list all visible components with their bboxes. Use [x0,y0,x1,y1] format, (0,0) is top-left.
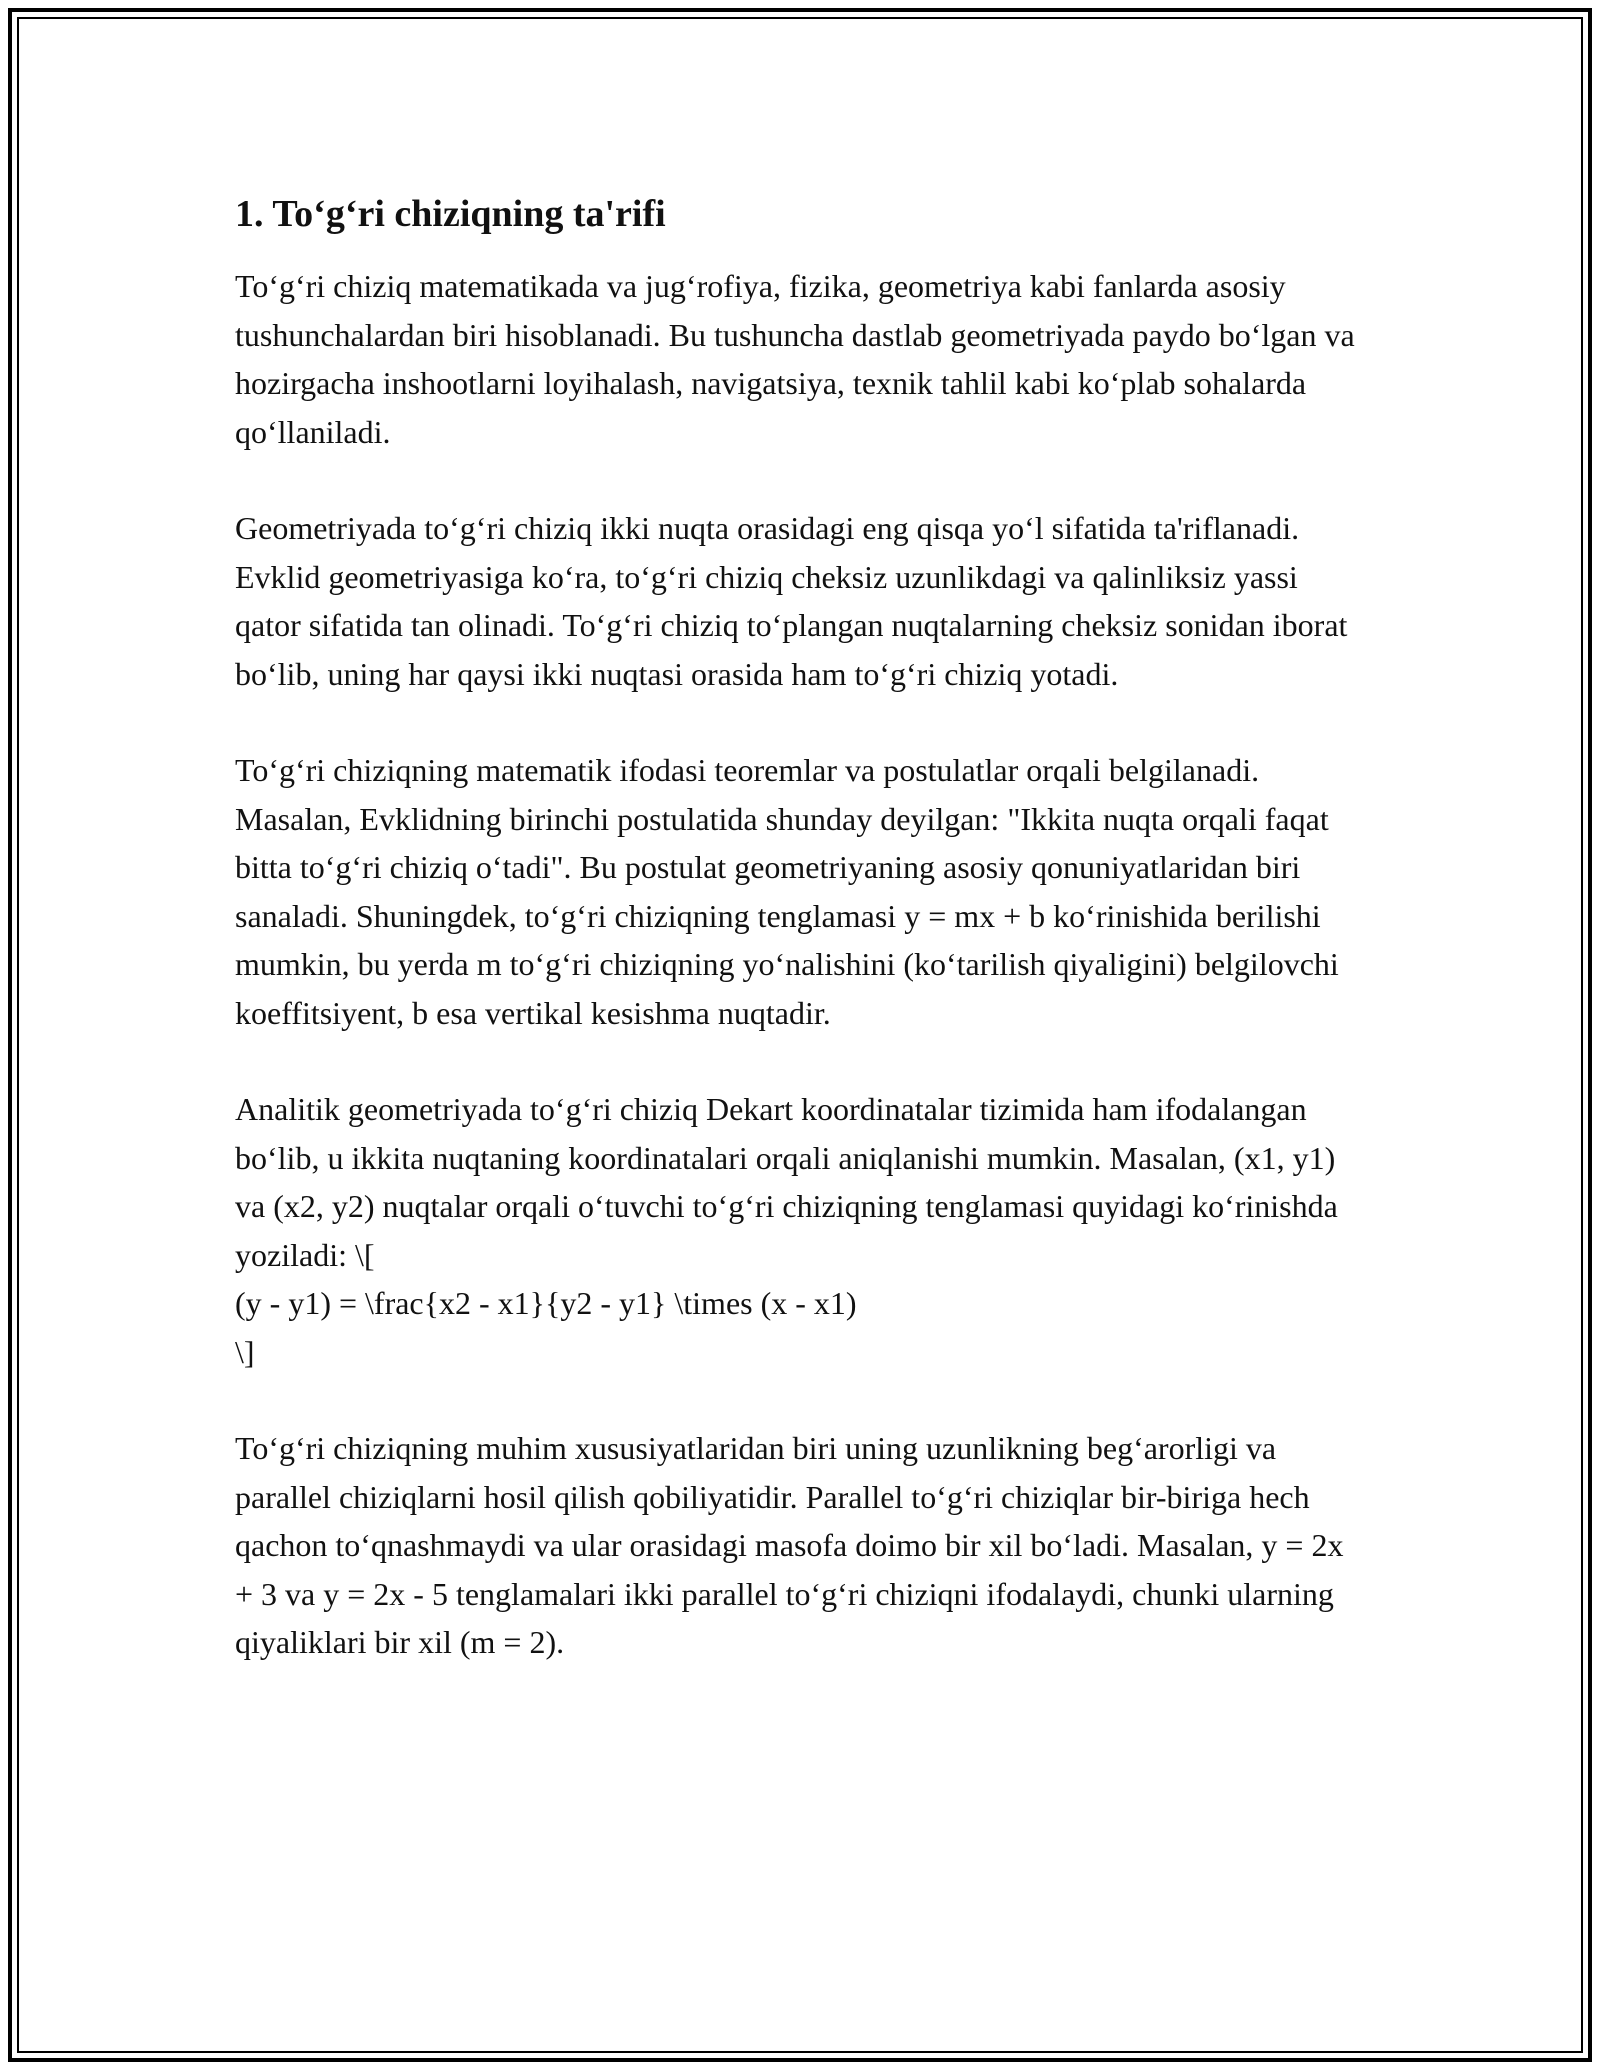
section-heading: 1. To‘g‘ri chiziqning ta'rifi [235,193,666,235]
paragraph-postulate: To‘g‘ri chiziqning matematik ifodasi teoremlar va postulatlar orqali belgilanadi. Masalan, Evklidning birinchi postulatida shunday deyilgan: "Ikkita nuqta orqali faqat bitta to‘g‘ri chiziq o‘tadi". Bu postulat geometriyaning asosiy qonuniyatlaridan biri sanaladi. Shuningdek, to‘g‘ri chiziqning tenglamasi y = mx + b ko‘rinishida berilishi mumkin, bu yerda m to‘g‘ri chiziqning yo‘nalishini (ko‘tarilish qiyaligini) belgilovchi koeffitsiyent, b esa vertikal kesishma nuqtadir. [235,752,1339,1031]
paragraph-geometry: Geometriyada to‘g‘ri chiziq ikki nuqta orasidagi eng qisqa yo‘l sifatida ta'riflanadi. Evklid geometriyasiga ko‘ra, to‘g‘ri chiziq cheksiz uzunlikdagi va qalinliksiz yassi qator sifatida tan olinadi. To‘g‘ri chiziq to‘plangan nuqtalarning cheksiz sonidan iborat bo‘lib, uning har qaysi ikki nuqtasi orasida ham to‘g‘ri chiziq yotadi. [235,510,1348,692]
paragraph-analytic-geometry: Analitik geometriyada to‘g‘ri chiziq Dekart koordinatalar tizimida ham ifodalangan bo‘lib, u ikkita nuqtaning koordinatalari orqali aniqlanishi mumkin. Masalan, (x1, y1) va (x2, y2) nuqtalar orqali o‘tuvchi to‘g‘ri chiziqning tenglamasi quyidagi ko‘rinishda yoziladi: \[ (y - y1) = \frac{x2 - x1}{y2 - y1} \times (x - x1) \] [235,1091,1338,1370]
paragraph-definition: To‘g‘ri chiziq matematikada va jug‘rofiya, fizika, geometriya kabi fanlarda asosiy tushunchalardan biri hisoblanadi. Bu tushuncha dastlab geometriyada paydo bo‘lgan va hozirgacha inshootlarni loyihalash, navigatsiya, texnik tahlil kabi ko‘plab sohalarda qo‘llaniladi. [235,268,1355,450]
paragraph-parallel-lines: To‘g‘ri chiziqning muhim xususiyatlaridan biri uning uzunlikning beg‘arorligi va parallel chiziqlarni hosil qilish qobiliyatidir. Parallel to‘g‘ri chiziqlar bir-biriga hech qachon to‘qnashmaydi va ular orasidagi masofa doimo bir xil bo‘ladi. Masalan, y = 2x + 3 va y = 2x - 5 tenglamalari ikki parallel to‘g‘ri chiziqni ifodalaydi, chunki ularning qiyaliklari bir xil (m = 2). [235,1430,1344,1660]
document-body [235,188,1365,1715]
